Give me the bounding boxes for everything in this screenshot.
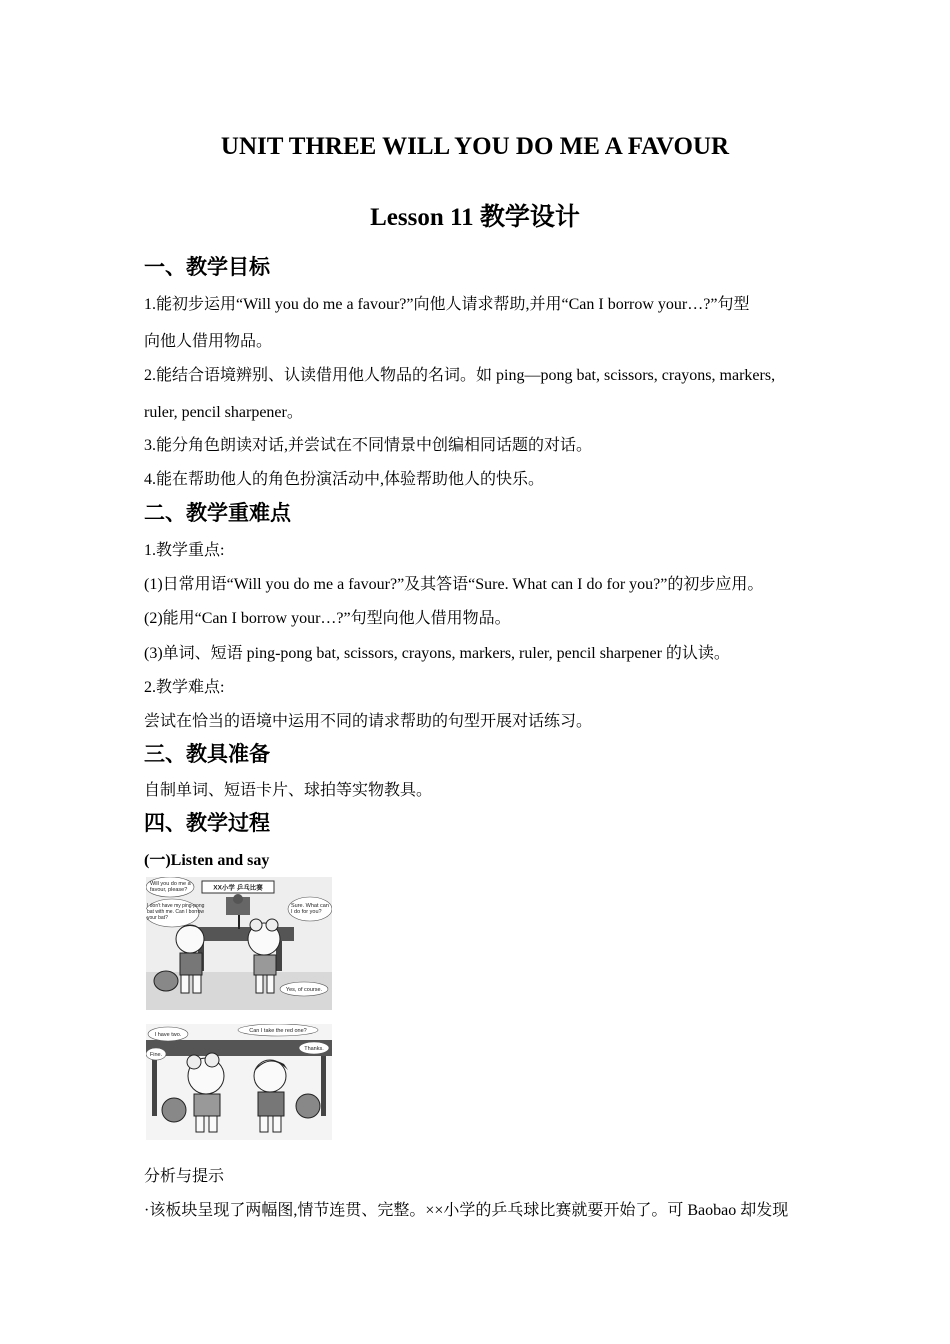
section-heading-materials: 三、教具准备: [144, 742, 270, 766]
analysis-text: ·该板块呈现了两幅图,情节连贯、完整。××小学的乒乓球比赛就要开始了。可 Baobao 却发现: [144, 1202, 789, 1219]
difficulty-1: 尝试在恰当的语境中运用不同的请求帮助的句型开展对话练习。: [144, 713, 593, 730]
document-title: UNIT THREE WILL YOU DO ME A FAVOUR: [220, 133, 730, 160]
bubble-of-course: Yes, of course.: [285, 987, 323, 993]
key-point-2: (2)能用“Can I borrow your…?”句型向他人借用物品。: [144, 610, 511, 627]
difficulty-label: 2.教学难点:: [144, 679, 225, 696]
section-heading-process: 四、教学过程: [144, 811, 270, 835]
key-point-3: (3)单词、短语 ping-pong bat, scissors, crayons, markers, ruler, pencil sharpener 的认读。: [144, 645, 730, 662]
section-heading-objectives: 一、教学目标: [144, 255, 270, 279]
section-heading-key-points: 二、教学重难点: [144, 501, 291, 525]
bubble-borrow-bat: I don't have my ping-pong bat with me. Can I borrow your bat?: [147, 903, 205, 921]
bubble-will-you: Will you do me a favour, please?: [150, 881, 191, 893]
bubble-red-one: Can I take the red one?: [249, 1028, 307, 1034]
key-point-1: (1)日常用语“Will you do me a favour?”及其答语“Sure. What can I do for you?”的初步应用。: [144, 576, 764, 593]
comic-illustration-1: [146, 877, 332, 1010]
materials-text: 自制单词、短语卡片、球拍等实物教具。: [144, 782, 433, 799]
bubble-fine: Fine.: [149, 1052, 163, 1058]
bubble-thanks: Thanks.: [304, 1046, 324, 1052]
bubble-have-two: I have two.: [154, 1032, 182, 1038]
listen-and-say-heading: (一)Listen and say: [144, 852, 270, 869]
comic-sign: XX小学 乒乓比赛: [213, 884, 263, 892]
document-subtitle: Lesson 11 教学设计: [370, 204, 580, 231]
objective-1b: 向他人借用物品。: [144, 333, 273, 350]
objective-2a: 2.能结合语境辨别、认读借用他人物品的名词。如 ping—pong bat, scissors, crayons, markers,: [144, 367, 776, 384]
bubble-sure: Sure. What can I do for you?: [291, 903, 329, 915]
objective-1a: 1.能初步运用“Will you do me a favour?”向他人请求帮助,并用“Can I borrow your…?”句型: [144, 296, 750, 313]
key-point-label: 1.教学重点:: [144, 542, 225, 559]
analysis-heading: 分析与提示: [144, 1168, 225, 1185]
objective-4: 4.能在帮助他人的角色扮演活动中,体验帮助他人的快乐。: [144, 471, 545, 488]
objective-2b: ruler, pencil sharpener。: [144, 404, 303, 421]
comic-illustration-2: [146, 1024, 332, 1140]
objective-3: 3.能分角色朗读对话,并尝试在不同情景中创编相同话题的对话。: [144, 437, 593, 454]
